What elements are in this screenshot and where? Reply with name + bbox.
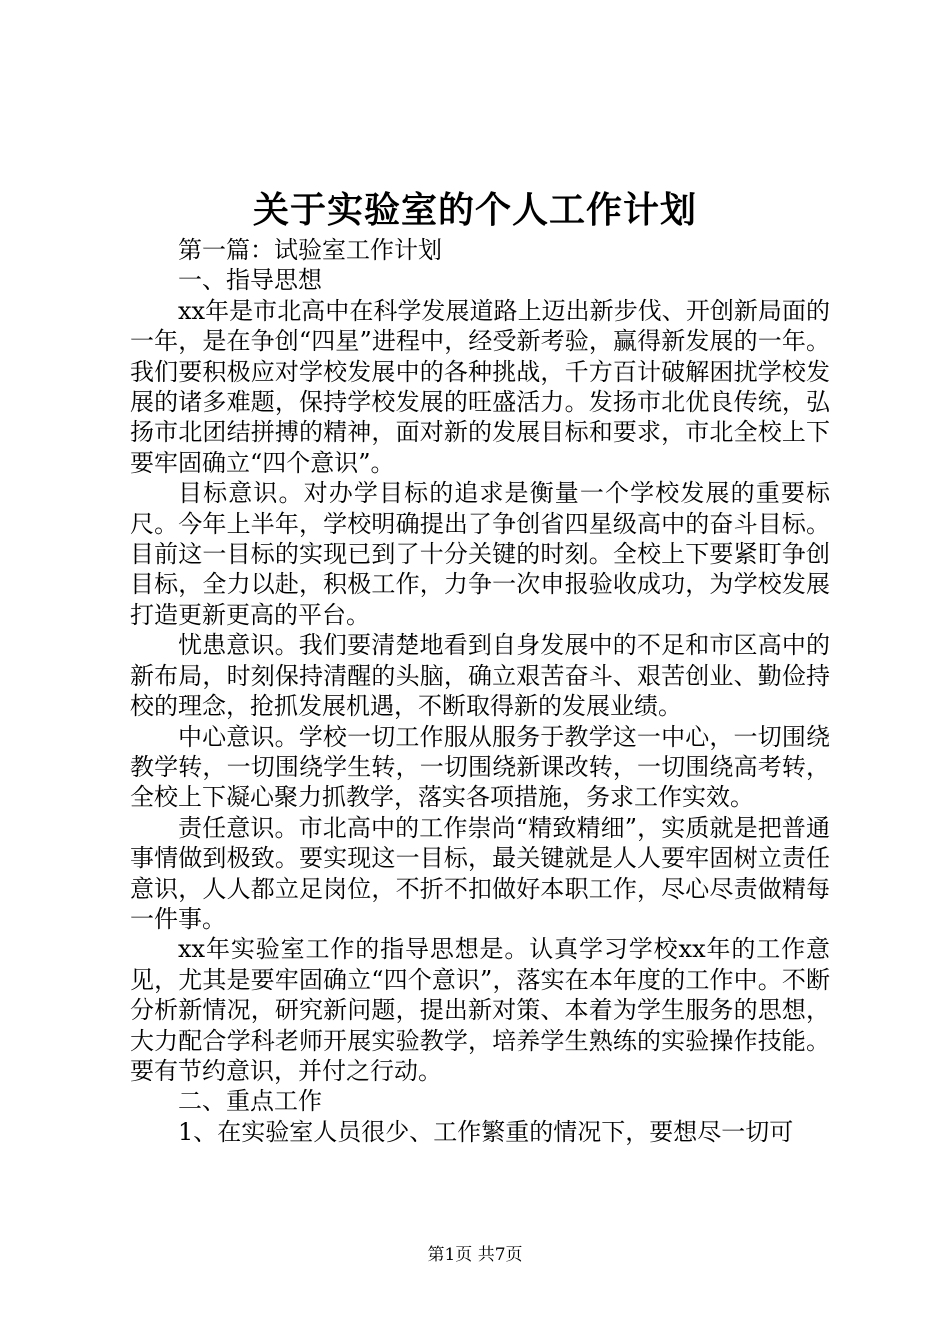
- document-body: [130, 235, 830, 1147]
- body-paragraph: 中心意识。学校一切工作服从服务于教学这一中心，一切围绕教学转，一切围绕学生转，一切围绕新课改转，一切围绕高考转，全校上下凝心聚力抓教学，落实各项措施，务求工作实效。: [130, 722, 830, 812]
- body-paragraph: xx年实验室工作的指导思想是。认真学习学校xx年的工作意见，尤其是要牢固确立“四个意识”，落实在本年度的工作中。不断分析新情况，研究新问题，提出新对策、本着为学生服务的思想，大力配合学科老师开展实验教学，培养学生熟练的实验操作技能。要有节约意识，并付之行动。: [130, 935, 830, 1085]
- section-heading: 一、指导思想: [178, 266, 322, 295]
- body-paragraph: 目标意识。对办学目标的追求是衡量一个学校发展的重要标尺。今年上半年，学校明确提出了争创省四星级高中的奋斗目标。目前这一目标的实现已到了十分关键的时刻。全校上下要紧盯争创目标，全力以赴，积极工作，力争一次申报验收成功，为学校发展打造更新更高的平台。: [130, 479, 830, 629]
- body-paragraph: 忧患意识。我们要清楚地看到自身发展中的不足和市区高中的新布局，时刻保持清醒的头脑，确立艰苦奋斗、艰苦创业、勤俭持校的理念，抢抓发展机遇，不断取得新的发展业绩。: [130, 631, 830, 721]
- section-heading: 二、重点工作: [178, 1087, 322, 1116]
- document-title: 关于实验室的个人工作计划: [252, 189, 697, 231]
- page-footer: 第1页 共7页: [427, 1245, 523, 1265]
- section-heading: 第一篇：试验室工作计划: [178, 236, 442, 264]
- body-paragraph: xx年是市北高中在科学发展道路上迈出新步伐、开创新局面的一年，是在争创“四星”进程中，经受新考验，赢得新发展的一年。我们要积极应对学校发展中的各种挑战，千方百计破解困扰学校发展的诸多难题，保持学校发展的旺盛活力。发扬市北优良传统，弘扬市北团结拼搏的精神，面对新的发展目标和要求，市北全校上下要牢固确立“四个意识”。: [130, 296, 830, 477]
- body-paragraph: 责任意识。市北高中的工作崇尚“精致精细”，实质就是把普通事情做到极致。要实现这一目标，最关键就是人人要牢固树立责任意识，人人都立足岗位，不折不扣做好本职工作，尽心尽责做精每一件事。: [130, 813, 830, 933]
- body-paragraph: 1、在实验室人员很少、工作繁重的情况下，要想尽一切可: [178, 1117, 794, 1146]
